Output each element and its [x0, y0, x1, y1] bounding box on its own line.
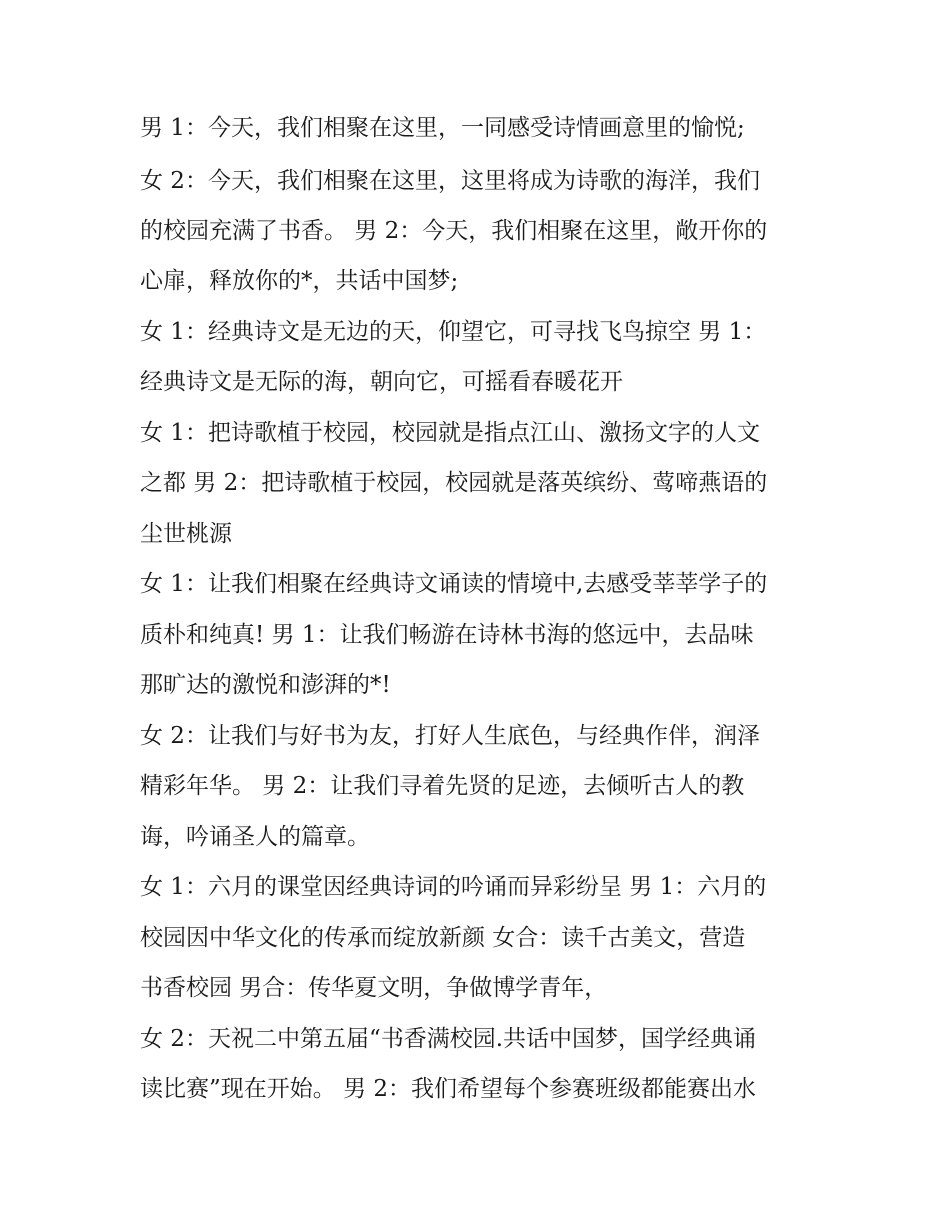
- text-line: 那旷达的激悦和澎湃的*!: [140, 672, 391, 698]
- text-line: 女 2：今天，我们相聚在这里，这里将成为诗歌的海洋，我们: [140, 168, 760, 194]
- text-line: 女 1：六月的课堂因经典诗词的吟诵而异彩纷呈 男 1：六月的: [140, 874, 767, 900]
- text-line: 经典诗文是无际的海，朝向它，可摇看春暖花开: [140, 369, 623, 395]
- text-line: 精彩年华。 男 2：让我们寻着先贤的足迹，去倾听古人的教: [140, 773, 745, 799]
- text-line: 女 2：让我们与好书为友，打好人生底色，与经典作伴，润泽: [140, 723, 760, 749]
- text-line: 女 1：把诗歌植于校园，校园就是指点江山、激扬文字的人文: [140, 420, 760, 446]
- text-line: 校园因中华文化的传承而绽放新颜 女合：读千古美文，营造: [140, 925, 746, 951]
- text-line: 尘世桃源: [140, 521, 232, 547]
- text-line: 质朴和纯真! 男 1：让我们畅游在诗林书海的悠远中，去品味: [140, 622, 754, 648]
- text-line: 之都 男 2：把诗歌植于校园，校园就是落英缤纷、莺啼燕语的: [140, 470, 768, 496]
- text-line: 读比赛”现在开始。 男 2：我们希望每个参赛班级都能赛出水: [140, 1076, 757, 1102]
- text-line: 女 1：经典诗文是无边的天，仰望它，可寻找飞鸟掠空 男 1：: [140, 319, 767, 345]
- text-line: 心扉，释放你的*，共话中国梦;: [140, 268, 459, 294]
- text-line: 女 1：让我们相聚在经典诗文诵读的情境中,去感受莘莘学子的: [140, 571, 768, 597]
- text-line: 男 1：今天，我们相聚在这里，一同感受诗情画意里的愉悦;: [140, 115, 745, 141]
- text-line: 诲，吟诵圣人的篇章。: [140, 824, 370, 850]
- text-line: 书香校园 男合：传华夏文明，争做博学青年，: [140, 975, 608, 1001]
- text-line: 女 2：天祝二中第五届“书香满校园.共话中国梦，国学经典诵: [140, 1026, 757, 1052]
- text-line: 的校园充满了书香。 男 2：今天，我们相聚在这里，敞开你的: [140, 218, 768, 244]
